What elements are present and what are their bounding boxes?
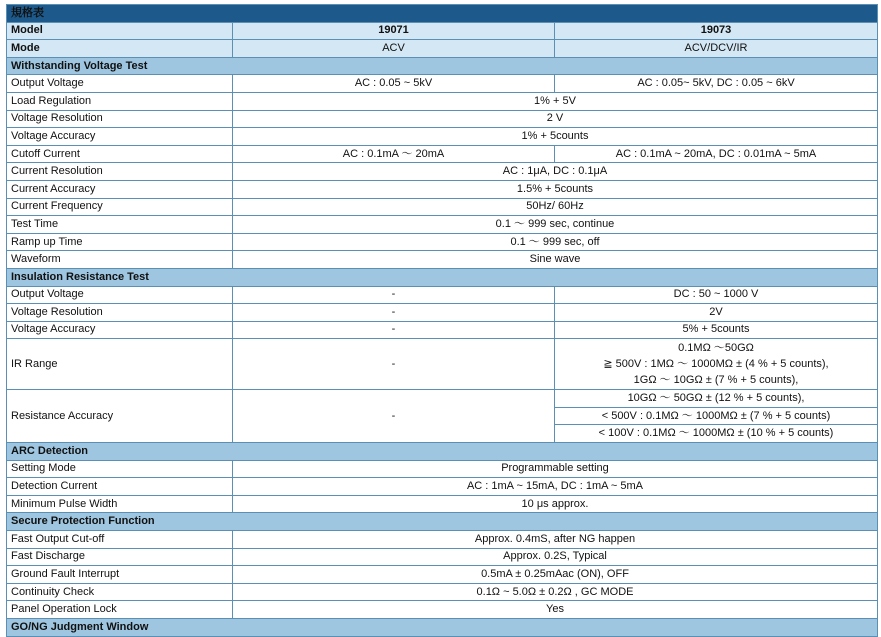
- row-label: Minimum Pulse Width: [7, 495, 233, 513]
- row-label: Current Resolution: [7, 163, 233, 181]
- row-label: Current Accuracy: [7, 180, 233, 198]
- model-19071: 19071: [233, 22, 555, 40]
- row-value-19073: AC : 0.1mA ~ 20mA, DC : 0.01mA ~ 5mA: [555, 145, 878, 163]
- row-value-19071: -: [233, 304, 555, 322]
- mode-19071: ACV: [233, 40, 555, 58]
- section-withstanding-row: [7, 57, 878, 75]
- row-value-both: 1% + 5counts: [233, 128, 878, 146]
- table-row: [7, 145, 878, 163]
- row-label: Voltage Resolution: [7, 304, 233, 322]
- table-title: 規格表: [7, 5, 878, 23]
- table-row: [7, 583, 878, 601]
- row-label: Panel Operation Lock: [7, 601, 233, 619]
- row-label: Voltage Accuracy: [7, 321, 233, 339]
- table-row: [7, 180, 878, 198]
- section-insulation-row: [7, 268, 878, 286]
- ir-range-19073: [555, 339, 878, 390]
- spec-table-body: [7, 5, 878, 637]
- ir-range-line: 0.1MΩ ～50GΩ: [678, 342, 754, 355]
- row-label: Waveform: [7, 251, 233, 269]
- table-row: [7, 251, 878, 269]
- table-row: [7, 304, 878, 322]
- row-label: Fast Output Cut-off: [7, 531, 233, 549]
- row-label: Load Regulation: [7, 92, 233, 110]
- table-row: [7, 566, 878, 584]
- ir-range-line: 1GΩ ～ 10GΩ ± (7 % + 5 counts),: [633, 374, 799, 387]
- row-value-both: 0.1 ～ 999 sec, off: [233, 233, 878, 251]
- section-secure-row: [7, 513, 878, 531]
- row-label: Voltage Accuracy: [7, 128, 233, 146]
- row-value-both: Yes: [233, 601, 878, 619]
- section-insulation-title: Insulation Resistance Test: [7, 268, 878, 286]
- table-row: [7, 286, 878, 304]
- ir-range-line: ≧ 500V : 1MΩ ～ 1000MΩ ± (4 % + 5 counts),: [603, 358, 829, 371]
- table-title-row: [7, 5, 878, 23]
- row-label: Cutoff Current: [7, 145, 233, 163]
- row-value-19073: DC : 50 ~ 1000 V: [555, 286, 878, 304]
- row-value-both: Sine wave: [233, 251, 878, 269]
- resistance-accuracy-line: < 500V : 0.1MΩ ～ 1000MΩ ± (7 % + 5 counts): [555, 407, 878, 425]
- row-value-19073: 5% + 5counts: [555, 321, 878, 339]
- row-value-both: 10 μs approx.: [233, 495, 878, 513]
- table-row: [7, 548, 878, 566]
- spec-table: [6, 4, 878, 637]
- table-row: [7, 321, 878, 339]
- section-arc-row: [7, 443, 878, 461]
- table-row: [7, 495, 878, 513]
- resistance-accuracy-19071: -: [233, 390, 555, 443]
- model-header-row: [7, 22, 878, 40]
- row-label: Fast Discharge: [7, 548, 233, 566]
- row-label: Output Voltage: [7, 286, 233, 304]
- row-value-both: Approx. 0.4mS, after NG happen: [233, 531, 878, 549]
- row-value-both: 0.5mA ± 0.25mAac (ON), OFF: [233, 566, 878, 584]
- row-value-both: AC : 1μA, DC : 0.1μA: [233, 163, 878, 181]
- resistance-accuracy-label: Resistance Accuracy: [7, 390, 233, 443]
- table-row: [7, 390, 878, 408]
- row-value-both: Programmable setting: [233, 460, 878, 478]
- row-label: Output Voltage: [7, 75, 233, 93]
- row-label: Detection Current: [7, 478, 233, 496]
- row-value-19073: 2V: [555, 304, 878, 322]
- row-value-19071: -: [233, 286, 555, 304]
- model-label: Model: [7, 22, 233, 40]
- row-value-both: 50Hz/ 60Hz: [233, 198, 878, 216]
- row-value-both: AC : 1mA ~ 15mA, DC : 1mA ~ 5mA: [233, 478, 878, 496]
- row-label: Continuity Check: [7, 583, 233, 601]
- row-value-19071: -: [233, 321, 555, 339]
- row-value-both: 0.1 ～ 999 sec, continue: [233, 216, 878, 234]
- row-value-both: 1% + 5V: [233, 92, 878, 110]
- row-value-both: Approx. 0.2S, Typical: [233, 548, 878, 566]
- table-row: [7, 216, 878, 234]
- row-value-both: 1.5% + 5counts: [233, 180, 878, 198]
- table-row: [7, 478, 878, 496]
- row-value-19071: AC : 0.05 ~ 5kV: [233, 75, 555, 93]
- row-label: Ground Fault Interrupt: [7, 566, 233, 584]
- row-value-both: 0.1Ω ~ 5.0Ω ± 0.2Ω , GC MODE: [233, 583, 878, 601]
- table-row: [7, 110, 878, 128]
- table-row: [7, 75, 878, 93]
- resistance-accuracy-line: 10GΩ ～ 50GΩ ± (12 % + 5 counts),: [555, 390, 878, 408]
- row-label: Test Time: [7, 216, 233, 234]
- table-row: [7, 460, 878, 478]
- table-row: [7, 92, 878, 110]
- section-withstanding-title: Withstanding Voltage Test: [7, 57, 878, 75]
- resistance-accuracy-line: < 100V : 0.1MΩ ～ 1000MΩ ± (10 % + 5 counts): [555, 425, 878, 443]
- row-value-19073: AC : 0.05~ 5kV, DC : 0.05 ~ 6kV: [555, 75, 878, 93]
- row-value-both: 2 V: [233, 110, 878, 128]
- row-label: Ramp up Time: [7, 233, 233, 251]
- mode-label: Mode: [7, 40, 233, 58]
- row-value-19071: AC : 0.1mA ～ 20mA: [233, 145, 555, 163]
- row-label: Voltage Resolution: [7, 110, 233, 128]
- row-label: Current Frequency: [7, 198, 233, 216]
- mode-row: [7, 40, 878, 58]
- table-row: [7, 233, 878, 251]
- table-row: [7, 128, 878, 146]
- section-secure-title: Secure Protection Function: [7, 513, 878, 531]
- model-19073: 19073: [555, 22, 878, 40]
- table-row: [7, 601, 878, 619]
- ir-range-label: IR Range: [7, 339, 233, 390]
- table-row: [7, 198, 878, 216]
- table-row: [7, 163, 878, 181]
- row-label: Setting Mode: [7, 460, 233, 478]
- section-arc-title: ARC Detection: [7, 443, 878, 461]
- table-row: [7, 339, 878, 390]
- section-gonog-title: GO/NG Judgment Window: [7, 619, 878, 637]
- section-gonog-row: [7, 619, 878, 637]
- mode-19073: ACV/DCV/IR: [555, 40, 878, 58]
- ir-range-19071: -: [233, 339, 555, 390]
- table-row: [7, 531, 878, 549]
